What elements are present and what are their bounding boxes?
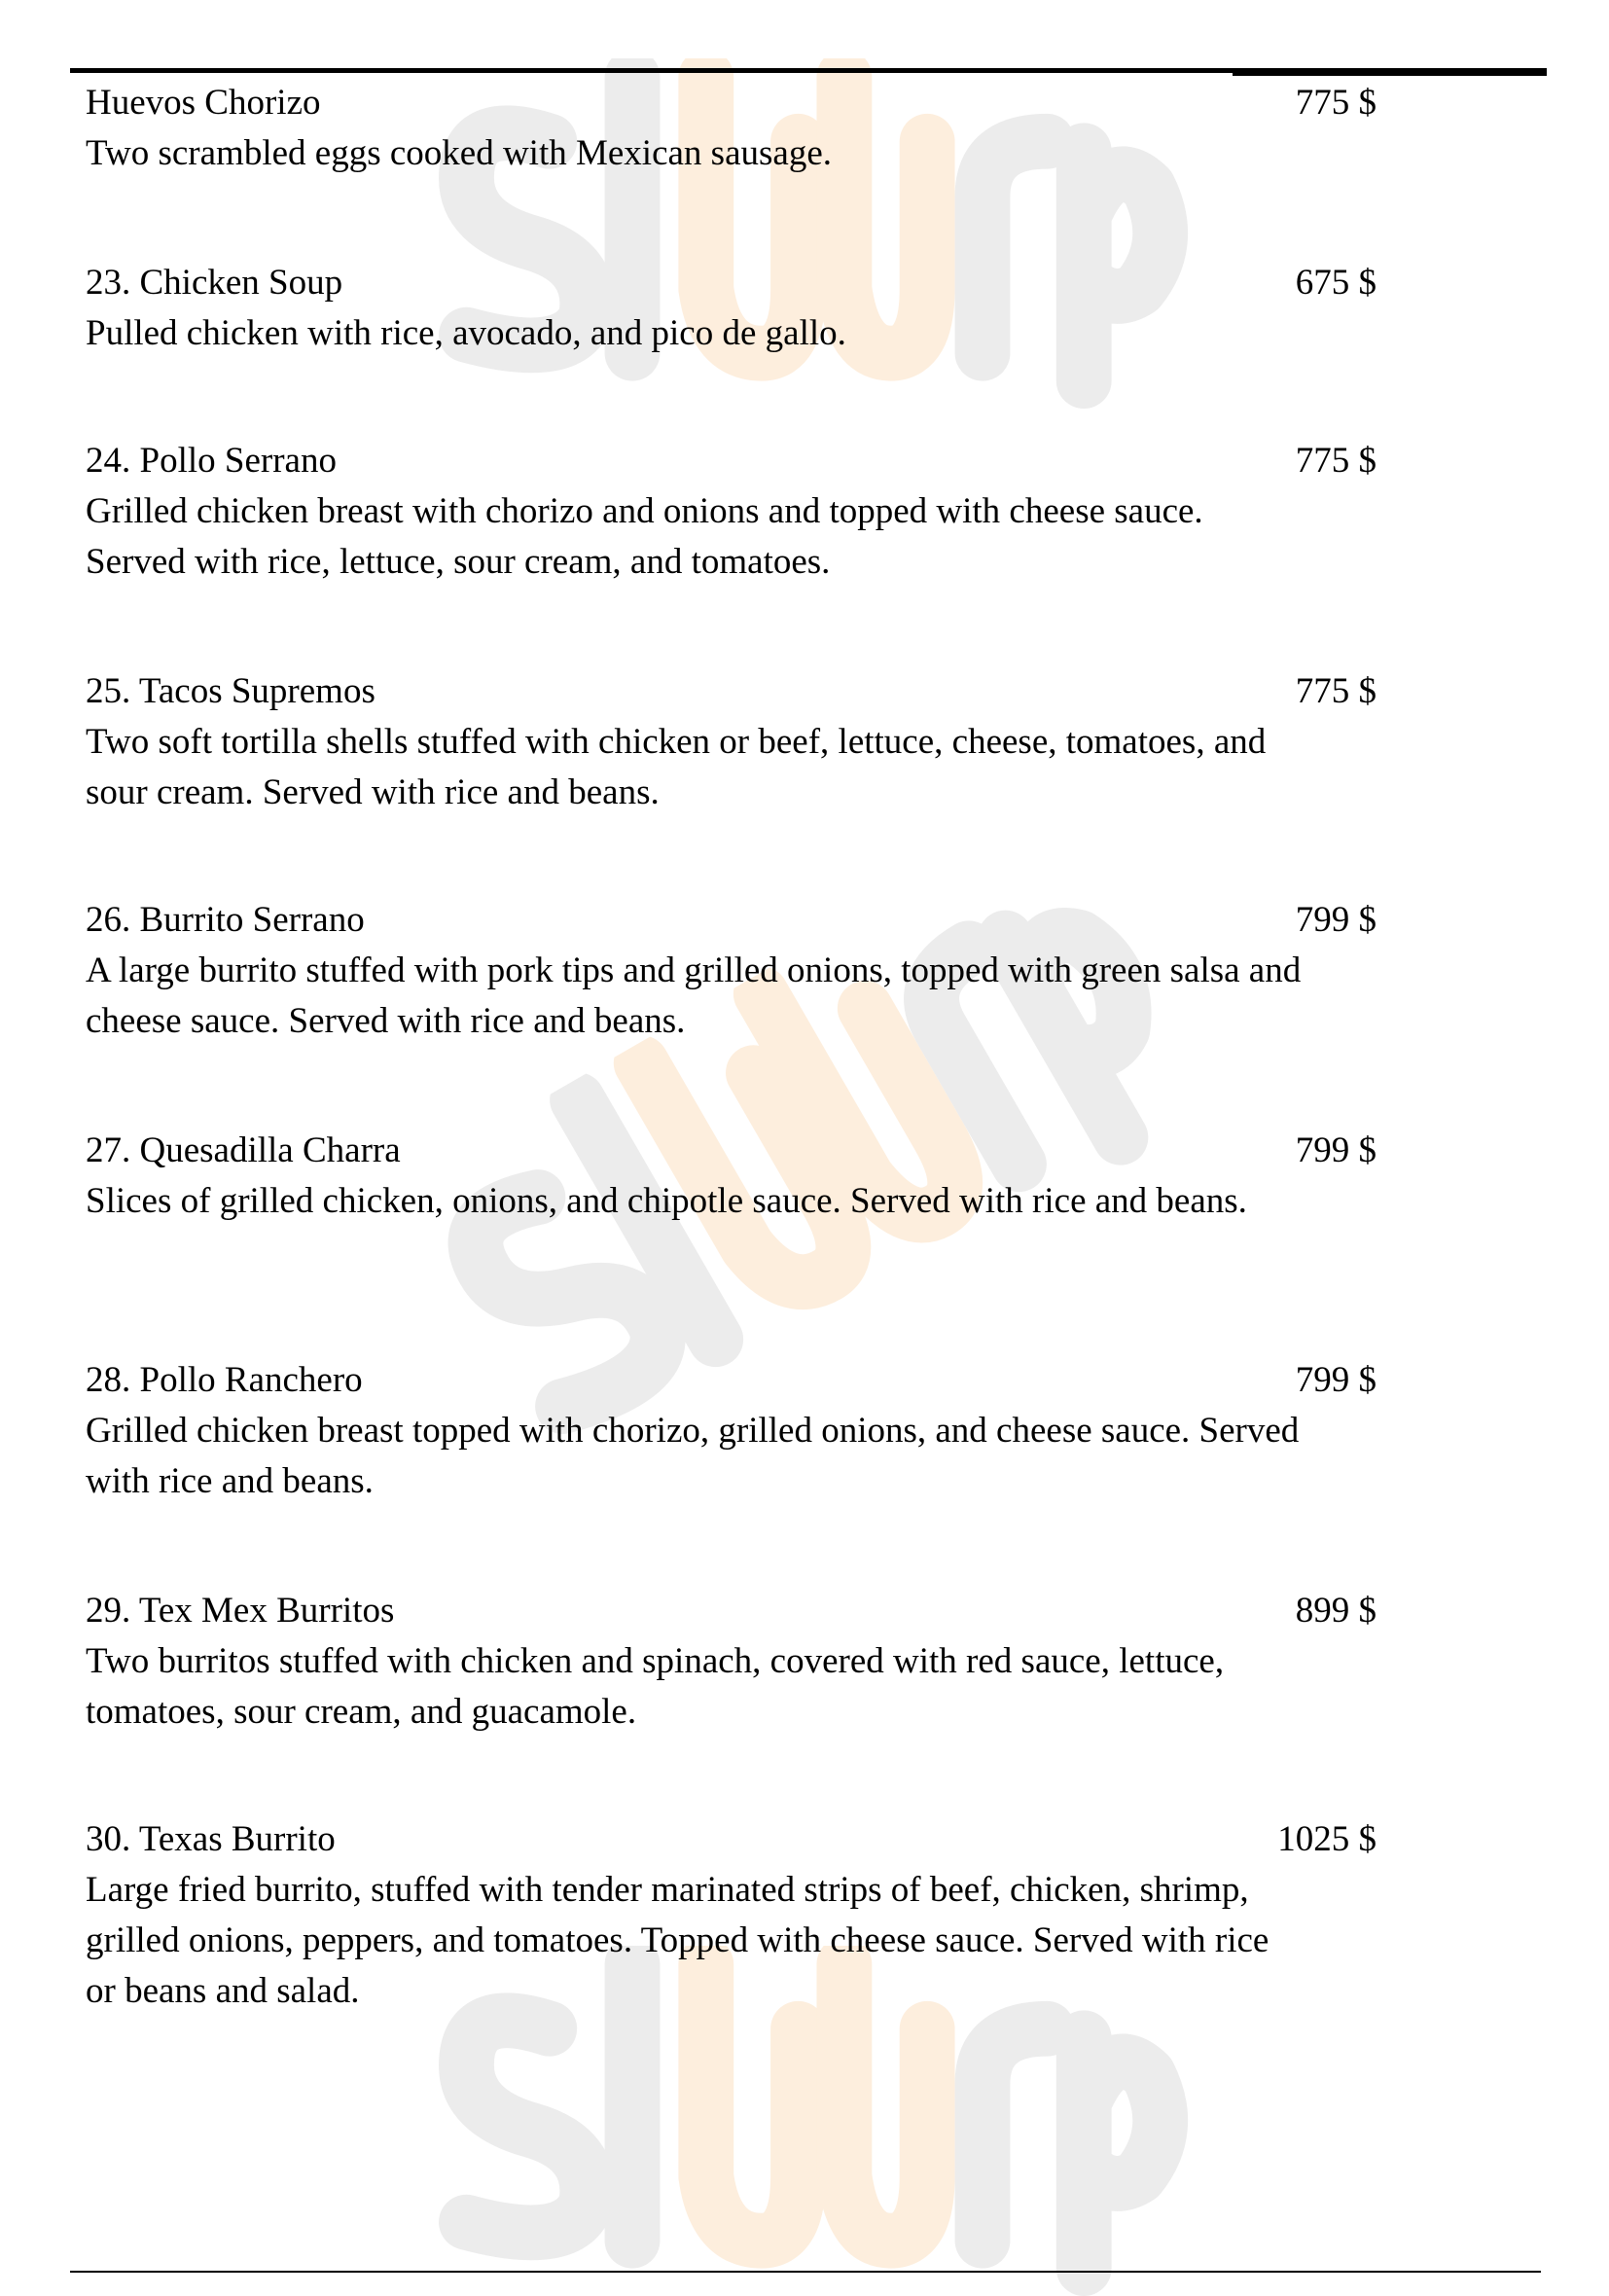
menu-item (86, 895, 1389, 1047)
menu-item-price: 775 $ (1295, 671, 1377, 711)
menu-item-description: Grilled chicken breast topped with chorizo, grilled onions, and cheese sauce. Served with rice and beans. (86, 1411, 1300, 1501)
menu-item-description: Pulled chicken with rice, avocado, and pico de gallo. (86, 313, 846, 353)
menu-item (86, 1814, 1389, 2017)
menu-item-name: 24. Pollo Serrano (86, 441, 337, 481)
menu-item (86, 1126, 1389, 1227)
menu-item-name: 26. Burrito Serrano (86, 900, 365, 940)
bottom-divider (70, 2271, 1541, 2273)
menu-item-price: 899 $ (1295, 1591, 1377, 1631)
menu-item (86, 666, 1389, 818)
menu-item-price: 799 $ (1295, 1130, 1377, 1170)
menu-item-name: 28. Pollo Ranchero (86, 1360, 363, 1400)
menu-item-price: 775 $ (1295, 441, 1377, 481)
menu-item (86, 436, 1389, 588)
menu-item (86, 1586, 1389, 1738)
menu-item-description: A large burrito stuffed with pork tips and grilled onions, topped with green salsa and cheese sauce. Served with rice and beans. (86, 951, 1302, 1041)
menu-item-description: Grilled chicken breast with chorizo and onions and topped with cheese sauce. Served with rice, lettuce, sour cream, and tomatoes. (86, 491, 1203, 582)
menu-item-name: 25. Tacos Supremos (86, 671, 375, 711)
menu-item (86, 1355, 1389, 1507)
top-divider (70, 68, 1233, 73)
menu-item-price: 1025 $ (1277, 1819, 1377, 1859)
menu-item (86, 258, 1389, 359)
menu-item-description: Two burritos stuffed with chicken and spinach, covered with red sauce, lettuce, tomatoes, sour cream, and guacamole. (86, 1641, 1225, 1732)
menu-item-name: 27. Quesadilla Charra (86, 1130, 401, 1170)
top-divider-right (1233, 68, 1547, 76)
menu-item-price: 675 $ (1295, 263, 1377, 303)
menu-item-name: 30. Texas Burrito (86, 1819, 336, 1859)
menu-item-description: Large fried burrito, stuffed with tender marinated strips of beef, chicken, shrimp, grilled onions, peppers, and tomatoes. Topped with cheese sauce. Served with rice or beans and salad. (86, 1870, 1269, 2011)
menu-item-description: Two scrambled eggs cooked with Mexican sausage. (86, 133, 832, 173)
menu-item-price: 775 $ (1295, 83, 1377, 123)
menu-item-description: Two soft tortilla shells stuffed with chicken or beef, lettuce, cheese, tomatoes, and sour cream. Served with rice and beans. (86, 722, 1267, 812)
menu-item (86, 78, 1389, 179)
menu-item-name: 23. Chicken Soup (86, 263, 343, 303)
menu-item-name: Huevos Chorizo (86, 83, 321, 123)
menu-item-price: 799 $ (1295, 900, 1377, 940)
menu-item-description: Slices of grilled chicken, onions, and chipotle sauce. Served with rice and beans. (86, 1181, 1247, 1221)
menu-item-name: 29. Tex Mex Burritos (86, 1591, 395, 1631)
menu-item-price: 799 $ (1295, 1360, 1377, 1400)
